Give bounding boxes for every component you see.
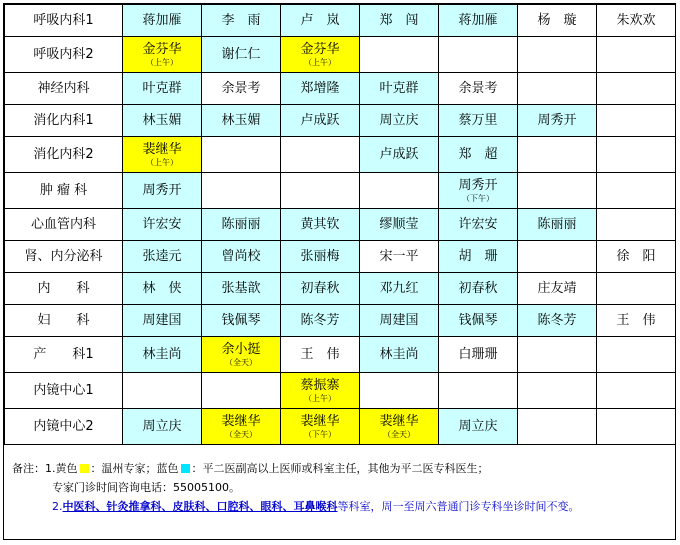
doctor-cell [202,373,281,409]
doctor-name: 卢 岚 [300,13,340,28]
doctor-cell [439,173,518,209]
doctor-cell [597,105,676,137]
doctor-name: 曾尚校 [221,249,261,264]
doctor-cell [439,273,518,305]
doctor-name: 王 伟 [300,347,340,362]
doctor-cell [518,241,597,273]
department-cell: 肾、内分泌科 [5,241,123,273]
department-cell: 产 科1 [5,337,123,373]
doctor-cell [123,37,202,73]
doctor-name: 许宏安 [142,217,182,232]
doctor-cell [597,241,676,273]
doctor-name: 余景考 [458,81,498,96]
doctor-cell [360,37,439,73]
department-cell: 心血管内科 [5,209,123,241]
doctor-cell [439,105,518,137]
department-cell: 内镜中心2 [5,409,123,445]
doctor-name: 钱佩琴 [221,313,261,328]
doctor-cell [123,409,202,445]
notes-item2-depts: 中医科、针灸推拿科、皮肤科、口腔科、眼科、耳鼻喉科 [62,500,338,513]
doctor-cell [518,273,597,305]
schedule-row [5,37,676,73]
doctor-cell [518,37,597,73]
doctor-name: 周立庆 [379,113,419,128]
doctor-name: 陈丽丽 [537,217,577,232]
doctor-cell [202,337,281,373]
doctor-name: 林玉媚 [221,113,261,128]
doctor-cell [202,105,281,137]
doctor-name: 周立庆 [458,419,498,434]
doctor-cell [518,105,597,137]
doctor-name: 初春秋 [300,281,340,296]
doctor-name: 郑 闯 [379,13,419,28]
doctor-name: 裴继华 [379,413,419,429]
doctor-cell [597,5,676,37]
doctor-cell [123,173,202,209]
doctor-cell [360,173,439,209]
doctor-cell [202,305,281,337]
department-cell: 消化内科2 [5,137,123,173]
doctor-cell [360,241,439,273]
doctor-name: 金芬华 [142,41,182,57]
doctor-cell [360,373,439,409]
schedule-row [5,305,676,337]
schedule-row [5,73,676,105]
doctor-cell [439,209,518,241]
notes-item1-blue: ：平二医副高以上医师或科室主任，其他为平二医专科医生； [191,462,489,475]
doctor-cell [123,105,202,137]
doctor-cell [597,273,676,305]
doctor-cell [123,373,202,409]
doctor-cell [360,5,439,37]
doctor-cell [597,37,676,73]
doctor-cell [597,337,676,373]
doctor-name: 郑增隆 [300,81,340,96]
notes-item1-prefix: 1.黄色 [45,462,78,475]
doctor-cell [518,337,597,373]
doctor-cell [202,241,281,273]
doctor-cell [439,37,518,73]
doctor-cell [281,305,360,337]
doctor-cell [518,73,597,105]
doctor-cell [597,305,676,337]
doctor-cell [360,137,439,173]
doctor-cell [202,37,281,73]
doctor-name: 张逵元 [142,249,182,264]
doctor-cell [281,5,360,37]
schedule-row [5,373,676,409]
doctor-name: 朱欢欢 [616,13,656,28]
doctor-cell [202,273,281,305]
doctor-name: 卢成跃 [300,113,340,128]
doctor-cell [518,409,597,445]
doctor-cell [518,305,597,337]
session-label: （上午） [304,393,336,403]
doctor-name: 张基歆 [221,281,261,296]
doctor-cell [202,209,281,241]
doctor-cell [360,337,439,373]
doctor-name: 陈丽丽 [221,217,261,232]
doctor-cell [518,173,597,209]
doctor-cell [597,209,676,241]
doctor-cell [597,173,676,209]
doctor-cell [281,173,360,209]
doctor-cell [281,73,360,105]
doctor-name: 金芬华 [300,41,340,57]
doctor-cell [439,73,518,105]
notes-line2: 专家门诊时间咨询电话：55005100。 [52,481,240,494]
notes-section [12,459,672,516]
doctor-name: 王 伟 [616,313,656,328]
doctor-cell [281,241,360,273]
doctor-cell [439,137,518,173]
doctor-name: 裴继华 [142,141,182,157]
doctor-cell [360,73,439,105]
notes-item2-suffix: 等科室，周一至周六普通门诊专科坐诊时间不变。 [337,500,580,513]
doctor-name: 陈冬芳 [537,313,577,328]
doctor-name: 张丽梅 [300,249,340,264]
doctor-name: 叶克群 [142,81,182,96]
doctor-cell [281,409,360,445]
doctor-name: 李 雨 [221,13,261,28]
doctor-cell [360,209,439,241]
doctor-name: 徐 阳 [616,249,656,264]
doctor-name: 邓九红 [379,281,419,296]
doctor-cell [518,209,597,241]
schedule-row [5,209,676,241]
doctor-name: 初春秋 [458,281,498,296]
notes-item2-prefix: 2. [52,500,63,513]
doctor-name: 蒋加雁 [458,13,498,28]
doctor-cell [439,305,518,337]
doctor-name: 裴继华 [300,413,340,429]
doctor-cell [439,409,518,445]
schedule-frame [3,3,676,540]
department-cell: 消化内科1 [5,105,123,137]
doctor-cell [202,409,281,445]
doctor-name: 林 侠 [142,281,182,296]
schedule-row [5,173,676,209]
clinic-schedule-table [4,4,676,445]
doctor-name: 周建国 [379,313,419,328]
doctor-cell [281,137,360,173]
schedule-row [5,137,676,173]
session-label: （上午） [146,157,178,167]
department-cell: 肿 瘤 科 [5,173,123,209]
schedule-row [5,273,676,305]
doctor-name: 钱佩琴 [458,313,498,328]
doctor-name: 余景考 [221,81,261,96]
doctor-cell [597,73,676,105]
doctor-cell [281,209,360,241]
doctor-name: 杨 璇 [537,13,577,28]
doctor-cell [123,73,202,105]
doctor-name: 周秀开 [458,177,498,193]
doctor-cell [518,137,597,173]
doctor-name: 蔡万里 [458,113,498,128]
doctor-cell [202,137,281,173]
doctor-name: 卢成跃 [379,147,419,162]
doctor-cell [281,337,360,373]
doctor-cell [202,73,281,105]
doctor-cell [123,5,202,37]
doctor-cell [202,5,281,37]
session-label: （上午） [304,57,336,67]
doctor-cell [597,137,676,173]
session-label: （上午） [146,57,178,67]
doctor-cell [123,273,202,305]
department-cell: 神经内科 [5,73,123,105]
doctor-cell [518,5,597,37]
doctor-cell [360,409,439,445]
department-cell: 呼吸内科1 [5,5,123,37]
doctor-cell [281,273,360,305]
doctor-name: 蒋加雁 [142,13,182,28]
notes-item2 [12,497,672,516]
doctor-cell [202,173,281,209]
doctor-cell [439,373,518,409]
session-label: （下午） [304,429,336,439]
doctor-cell [597,373,676,409]
doctor-name: 林圭尚 [379,347,419,362]
doctor-name: 余小挺 [221,341,261,357]
department-cell: 呼吸内科2 [5,37,123,73]
schedule-row [5,337,676,373]
notes-label: 备注： [12,462,45,475]
doctor-cell [281,37,360,73]
doctor-cell [281,373,360,409]
doctor-name: 陈冬芳 [300,313,340,328]
department-cell: 妇 科 [5,305,123,337]
doctor-cell [597,409,676,445]
doctor-cell [518,373,597,409]
doctor-cell [123,241,202,273]
doctor-cell [439,5,518,37]
doctor-name: 周秀开 [537,113,577,128]
doctor-name: 谢仁仁 [221,47,261,62]
doctor-name: 裴继华 [221,413,261,429]
doctor-cell [360,273,439,305]
schedule-row [5,105,676,137]
session-label: （下午） [462,193,494,203]
doctor-cell [123,209,202,241]
doctor-name: 郑 超 [458,147,498,162]
doctor-cell [439,337,518,373]
doctor-cell [439,241,518,273]
session-label: （全天） [225,357,257,367]
doctor-name: 林玉媚 [142,113,182,128]
doctor-cell [123,137,202,173]
schedule-row [5,241,676,273]
yellow-swatch-icon [80,464,89,473]
doctor-name: 缪顺莹 [379,217,419,232]
session-label: （全天） [383,429,415,439]
doctor-name: 黄其钦 [300,217,340,232]
schedule-row [5,5,676,37]
doctor-name: 周立庆 [142,419,182,434]
doctor-cell [123,305,202,337]
blue-swatch-icon [181,464,190,473]
doctor-cell [281,105,360,137]
doctor-name: 蔡振寨 [300,377,340,393]
doctor-name: 叶克群 [379,81,419,96]
doctor-name: 许宏安 [458,217,498,232]
doctor-cell [360,305,439,337]
doctor-name: 林圭尚 [142,347,182,362]
session-label: （全天） [225,429,257,439]
doctor-name: 胡 珊 [458,249,498,264]
doctor-name: 庄友靖 [537,281,577,296]
doctor-cell [360,105,439,137]
doctor-name: 宋一平 [379,249,419,264]
doctor-name: 白珊珊 [458,347,498,362]
department-cell: 内 科 [5,273,123,305]
doctor-name: 周秀开 [142,183,182,198]
doctor-cell [123,337,202,373]
department-cell: 内镜中心1 [5,373,123,409]
schedule-row [5,409,676,445]
doctor-name: 周建国 [142,313,182,328]
notes-item1-yellow: ：温州专家；蓝色 [90,462,179,475]
